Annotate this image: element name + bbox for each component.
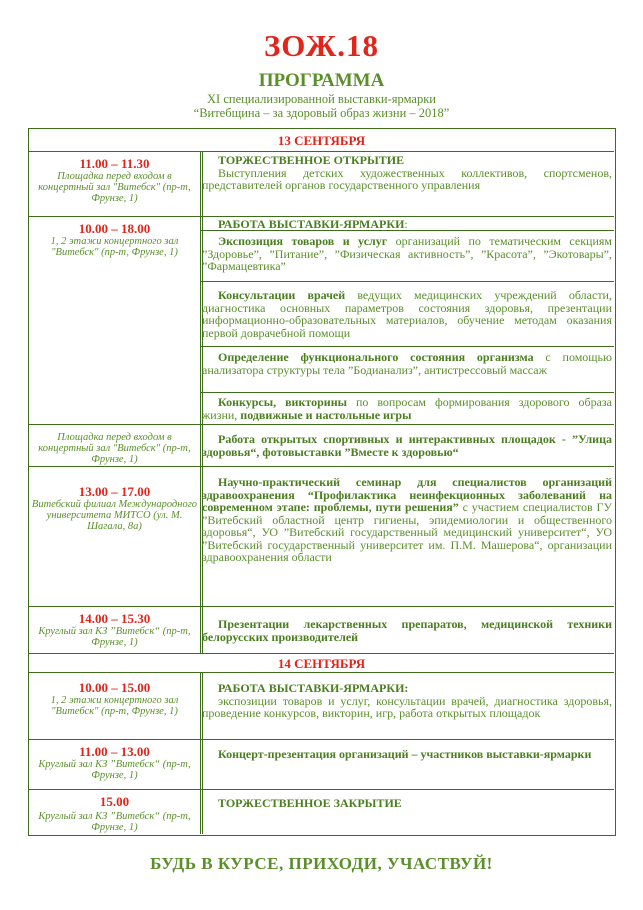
event-brand: ЗОЖ.18: [263, 28, 380, 63]
closing-time-place: [29, 794, 200, 833]
fair-time-place: [29, 221, 200, 258]
fair-expo: [202, 235, 612, 273]
seminar-text: с участием специалистов ГУ ”Витебский областной центр гигиены, эпидемиологии и общественного здоровья“, УО ”Витебский государственный медицинский университет“, УО ”Витебский государственный университет им. П.М. Машерова“, организации здравоохранения области: [202, 500, 612, 564]
sport-event: [202, 433, 612, 458]
contest-bold-2: подвижные и настольные игры: [240, 407, 412, 422]
opening-time-place: [29, 156, 200, 204]
fair2-place: 1, 2 этажи концертного зал "Витебск" (пр-т, Фрунзе, 1): [50, 695, 179, 717]
concert-time: 11.00 – 13.00: [79, 744, 150, 759]
closing-event: [202, 797, 612, 810]
opening-event: [202, 154, 612, 192]
consult-bold: Консультации врачей: [218, 288, 346, 302]
closing-title: ТОРЖЕСТВЕННОЕ ЗАКРЫТИЕ: [218, 796, 402, 810]
contest-text: по вопросам формирования здорового образа жизни,: [202, 395, 612, 422]
fair-consultations: [202, 289, 612, 339]
drugs-place: Круглый зал КЗ ”Витебск“ (пр-т, Фрунзе, 1): [38, 626, 191, 648]
seminar-event: [202, 476, 612, 564]
concert-place: Круглый зал КЗ ”Витебск“ (пр-т, Фрунзе, 1): [38, 759, 191, 781]
seminar-place: Витебский филиал Международного университета МИТСО (ул. М. Шагала, 8а): [31, 499, 198, 532]
fair-title-colon: :: [404, 217, 408, 231]
sport-place: Площадка перед входом в концертный зал "Витебск" (пр-т, Фрунзе, 1): [38, 432, 191, 465]
seminar-bold: Научно-практический семинар для специалистов организаций здравоохранения “Профилактика неинфекционных заболеваний на современном этапе: проблемы, пути решения”: [202, 475, 612, 514]
seminar-time-place: [29, 484, 200, 532]
drugs-text: Презентации лекарственных препаратов, медицинской техники белорусских производителей: [202, 617, 612, 644]
consult-text: ведущих медицинских учреждений области, диагностика основных параметров состояния здоровья, презентации информационно-образовательных материалов, обучение методам оказания первой доврачебной помощи: [202, 288, 612, 340]
fair2-time-place: [29, 680, 200, 717]
state-text: с помощью анализатора структуры тела ”Бодианализ”, антистрессовый массаж: [202, 350, 612, 377]
page-title: ПРОГРАММА: [258, 70, 385, 91]
fair-time: 10.00 – 18.00: [78, 221, 151, 236]
day-header-14-september: 14 СЕНТЯБРЯ: [277, 656, 366, 671]
closing-time: 15.00: [99, 794, 130, 809]
day-header-13-september: 13 СЕНТЯБРЯ: [277, 133, 366, 148]
subtitle-line-2: “Витебщина – за здоровый образ жизни – 2018”: [193, 106, 450, 120]
fair-title: РАБОТА ВЫСТАВКИ-ЯРМАРКИ: [218, 217, 405, 231]
sport-text: Работа открытых спортивных и интерактивных площадок - ”Улица здоровья“, фотовыставки ”Вместе к здоровью“: [202, 432, 612, 459]
fair-place: 1, 2 этажи концертного зал "Витебск" (пр-т, Фрунзе, 1): [50, 236, 179, 258]
closing-place: Круглый зал КЗ ”Витебск“ (пр-т, Фрунзе, 1): [38, 811, 191, 833]
opening-description: Выступления детских художественных коллективов, спортсменов, представителей органов государственного управления: [202, 165, 612, 192]
concert-time-place: [29, 744, 200, 781]
fair-state-check: [202, 351, 612, 376]
fair2-title: РАБОТА ВЫСТАВКИ-ЯРМАРКИ:: [218, 681, 409, 695]
contest-bold-1: Конкурсы, викторины: [218, 395, 347, 409]
state-bold: Определение функционального состояния организма: [218, 350, 534, 364]
drugs-time: 14.00 – 15.30: [78, 611, 151, 626]
subtitle-line-1: XI специализированной выставки-ярмарки: [207, 92, 436, 106]
expo-text: организаций по тематическим секциям ”Здоровье”, ”Питание”, ”Физическая активность”, ”Красота”, ”Экотовары”, ”Фармацевтика”: [202, 234, 612, 273]
concert-event: [202, 748, 612, 761]
fair2-event: [202, 682, 612, 720]
fair2-time: 10.00 – 15.00: [78, 680, 151, 695]
sport-place-cell: [29, 432, 200, 465]
opening-title: ТОРЖЕСТВЕННОЕ ОТКРЫТИЕ: [218, 153, 405, 167]
drugs-event: [202, 618, 612, 643]
footer-slogan: БУДЬ В КУРСЕ, ПРИХОДИ, УЧАСТВУЙ!: [150, 854, 493, 873]
opening-place: Площадка перед входом в концертный зал "Витебск" (пр-т, Фрунзе, 1): [38, 171, 191, 204]
expo-bold: Экспозиция товаров и услуг: [218, 234, 388, 248]
opening-time: 11.00 – 11.30: [79, 156, 150, 171]
program-table: [28, 128, 616, 836]
fair2-description: экспозиции товаров и услуг, консультации врачей, диагностика здоровья, проведение конкурсов, викторин, игр, работа открытых площадок: [202, 693, 612, 720]
concert-text: Концерт-презентация организаций – участников выставки-ярмарки: [218, 747, 592, 761]
page-subtitle: [0, 92, 643, 120]
seminar-time: 13.00 – 17.00: [78, 484, 151, 499]
drugs-time-place: [29, 611, 200, 648]
fair-title-row: [202, 218, 612, 231]
fair-contests: [202, 396, 612, 421]
